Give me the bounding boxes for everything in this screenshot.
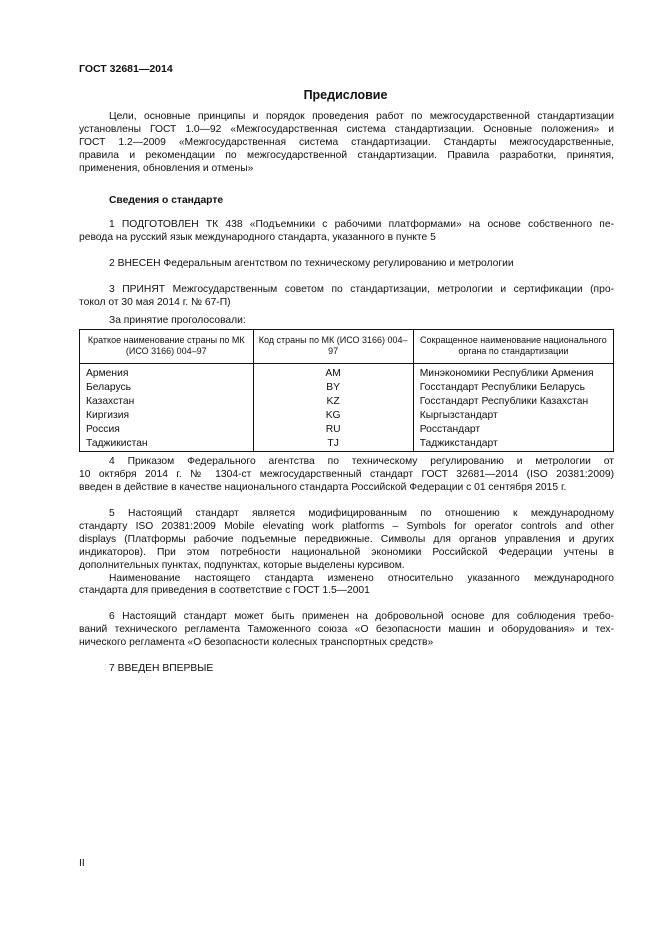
cell-country: Таджикистан: [80, 437, 254, 452]
page-number: II: [79, 858, 85, 869]
text-line: применения, обновления и отмены»: [79, 162, 254, 174]
section-heading: Сведения о стандарте: [109, 195, 224, 206]
text-line: 5 Настоящий стандарт является модифицированным по отношению к международному: [109, 508, 614, 519]
document-code: ГОСТ 32681—2014: [79, 63, 173, 75]
text-line: 1 ПОДГОТОВЛЕН ТК 438 «Подъемники с рабочими платформами» на основе собственного пе-: [109, 219, 614, 230]
text-line: индикаторов). При этом потребности национальной экономики Российской Федерации учтены в: [79, 546, 614, 558]
vote-table: [79, 329, 614, 452]
item-1: [79, 219, 614, 245]
page-title: Предисловие: [303, 88, 388, 102]
table-header-row: [80, 330, 614, 364]
text-line: токол от 30 мая 2014 г. № 67-П): [79, 296, 231, 308]
cell-country: Казахстан: [80, 395, 254, 409]
cell-code: RU: [253, 423, 413, 437]
table-row: [80, 364, 614, 381]
table-row: [80, 437, 614, 452]
cell-code: TJ: [253, 437, 413, 452]
cell-country: Беларусь: [80, 381, 254, 395]
text-line: displays (Платформы рабочие подъемные передвижные. Символы для органов управления и других: [79, 533, 614, 545]
item-4: [79, 456, 614, 495]
item-5: [79, 508, 614, 598]
vote-intro: [79, 315, 614, 328]
text-line: правила и рекомендации по межгосударственной стандартизации. Правила разработки, принятия,: [79, 149, 614, 161]
cell-code: BY: [253, 381, 413, 395]
text-line: ревода на русский язык международного стандарта, указанного в пункте 5: [79, 231, 436, 243]
cell-body: Минэкономики Республики Армения: [413, 364, 613, 381]
text-line: стандарту ISO 20381:2009 Mobile elevating work platforms – Symbols for operator controls and other: [79, 520, 614, 532]
text-line: 7 ВВЕДЕН ВПЕРВЫЕ: [109, 663, 214, 674]
cell-country: Киргизия: [80, 409, 254, 423]
text-line: 10 октября 2014 г. № 1304-ст межгосударственный стандарт ГОСТ 32681—2014 (ISO 20381:2009): [79, 468, 614, 480]
item-3: [79, 284, 614, 310]
table-row: [80, 395, 614, 409]
text-line: стандарта для приведения в соответствие с ГОСТ 1.5—2001: [79, 585, 370, 597]
text-line: установлены ГОСТ 1.0—92 «Межгосударственная система стандартизации. Основные положения» и: [79, 123, 614, 135]
text-line: За принятие проголосовали:: [109, 315, 246, 326]
cell-body: Кыргызстандарт: [413, 409, 613, 423]
cell-country: Армения: [80, 364, 254, 381]
cell-code: KG: [253, 409, 413, 423]
item-7: [79, 663, 614, 676]
header-code: Код страны по МК (ИСО 3166) 004–97: [253, 330, 413, 364]
text-line: ваний технического регламента Таможенного союза «О безопасности машин и оборудования» и тех-: [79, 623, 614, 635]
cell-body: Таджикстандарт: [413, 437, 613, 452]
table-row: [80, 381, 614, 395]
header-country: Краткое наименование страны по МК (ИСО 3166) 004–97: [80, 330, 254, 364]
text-line: 3 ПРИНЯТ Межгосударственным советом по стандартизации, метрологии и сертификации (про-: [109, 284, 614, 295]
table-row: [80, 423, 614, 437]
text-line: 2 ВНЕСЕН Федеральным агентством по техническому регулированию и метрологии: [109, 258, 514, 269]
text-line: дополнительных пунктах, подпунктах, которые выделены курсивом.: [79, 559, 405, 571]
text-line: нического регламента «О безопасности колесных транспортных средств»: [79, 636, 434, 648]
text-line: ГОСТ 1.2—2009 «Межгосударственная система стандартизации. Стандарты межгосударственные,: [79, 136, 614, 148]
text-line: 4 Приказом Федерального агентства по техническому регулированию и метрологии от: [109, 456, 614, 467]
text-line: Наименование настоящего стандарта изменено относительно указанного международного: [109, 572, 614, 584]
text-line: Цели, основные принципы и порядок проведения работ по межгосударственной стандартизации: [109, 111, 614, 122]
cell-code: KZ: [253, 395, 413, 409]
text-line: введен в действие в качестве национального стандарта Российской Федерации с 01 сентября 2015 г.: [79, 481, 567, 493]
cell-country: Россия: [80, 423, 254, 437]
cell-body: Госстандарт Республики Беларусь: [413, 381, 613, 395]
cell-body: Росстандарт: [413, 423, 613, 437]
item-2: [79, 258, 614, 271]
cell-body: Госстандарт Республики Казахстан: [413, 395, 613, 409]
cell-code: AM: [253, 364, 413, 381]
table-row: [80, 409, 614, 423]
intro-paragraph: [79, 111, 614, 176]
item-6: [79, 611, 614, 650]
text-line: 6 Настоящий стандарт может быть применен на добровольной основе для соблюдения требо-: [109, 611, 614, 622]
header-body: Сокращенное наименование национального органа по стандартизации: [413, 330, 613, 364]
